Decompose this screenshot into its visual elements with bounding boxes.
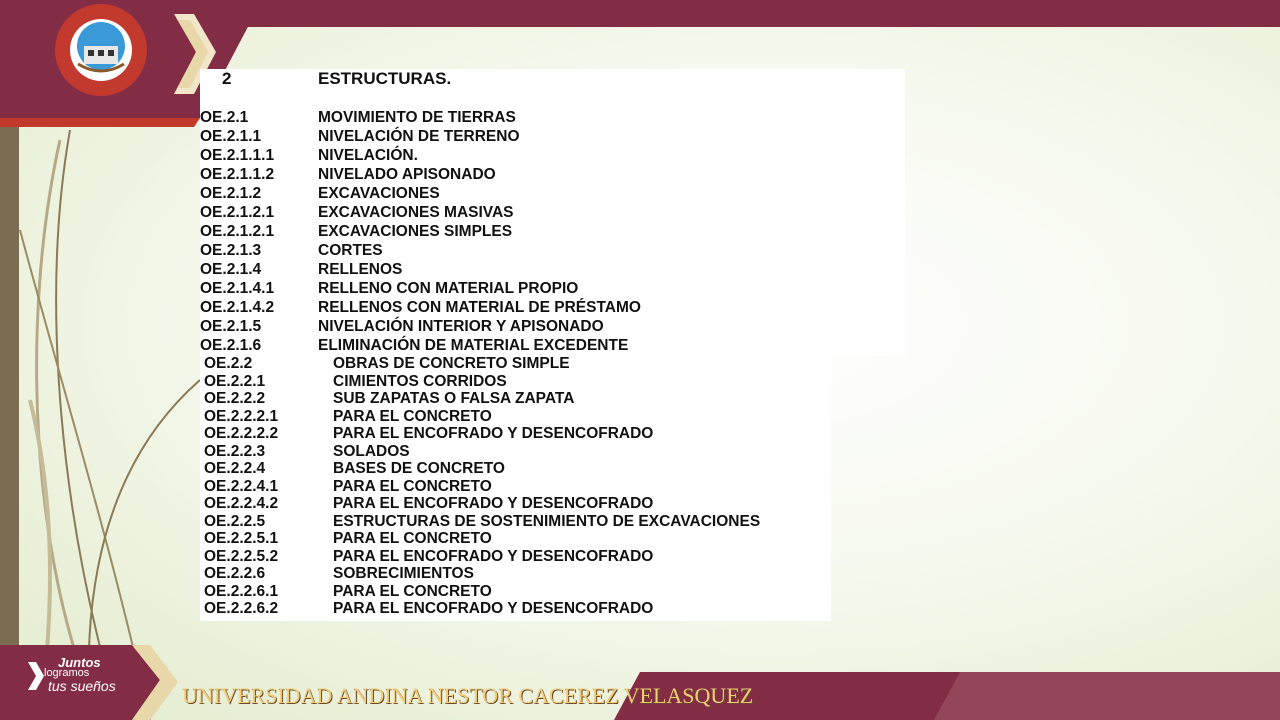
heading-code: 2: [222, 69, 232, 88]
item-code: OE.2.1.1: [200, 128, 262, 145]
item-code: OE.2.1.6: [200, 337, 262, 354]
item-description: BASES DE CONCRETO: [333, 460, 505, 477]
item-code: OE.2.2.6.1: [204, 582, 279, 600]
structures-table-1: [200, 69, 905, 356]
item-description: NIVELACIÓN.: [318, 147, 418, 164]
slogan-line1: Juntos: [58, 655, 101, 670]
item-code: OE.2.1.2.1: [200, 204, 275, 221]
item-description: PARA EL ENCOFRADO Y DESENCOFRADO: [333, 600, 654, 617]
slogan: [0, 645, 170, 713]
item-description: MOVIMIENTO DE TIERRAS: [318, 109, 516, 126]
item-description: OBRAS DE CONCRETO SIMPLE: [333, 355, 570, 372]
item-code: OE.2.2.6.2: [204, 600, 279, 617]
item-code: OE.2.2.6: [204, 565, 266, 582]
item-code: OE.2.2.2: [204, 390, 266, 407]
item-description: PARA EL CONCRETO: [333, 530, 492, 547]
item-description: RELLENOS: [318, 261, 403, 278]
heading-title: ESTRUCTURAS.: [318, 69, 452, 88]
item-description: RELLENO CON MATERIAL PROPIO: [318, 280, 579, 297]
item-code: OE.2.2: [204, 355, 253, 372]
item-description: RELLENOS CON MATERIAL DE PRÉSTAMO: [318, 299, 641, 316]
item-code: OE.2.2.3: [204, 442, 266, 460]
item-description: SOBRECIMIENTOS: [333, 565, 474, 582]
item-code: OE.2.1.2: [200, 185, 262, 202]
item-code: OE.2.2.5.1: [204, 530, 279, 547]
slogan-line3: tus sueños: [48, 678, 116, 694]
item-code: OE.2.1.3: [200, 242, 262, 259]
item-description: NIVELACIÓN INTERIOR Y APISONADO: [318, 318, 604, 335]
item-code: OE.2.2.4.2: [204, 495, 279, 512]
item-description: EXCAVACIONES MASIVAS: [318, 204, 514, 221]
item-code: OE.2.1.5: [200, 318, 262, 335]
item-code: OE.2.1.1.1: [200, 147, 275, 164]
item-code: OE.2.2.2.2: [204, 425, 279, 442]
item-description: ELIMINACIÓN DE MATERIAL EXCEDENTE: [318, 337, 629, 354]
item-description: EXCAVACIONES SIMPLES: [318, 223, 513, 240]
item-code: OE.2.1.2.1: [200, 223, 275, 240]
item-description: PARA EL CONCRETO: [333, 582, 492, 600]
item-code: OE.2.2.2.1: [204, 407, 279, 425]
item-code: OE.2.2.5: [204, 512, 266, 530]
item-code: OE.2.2.4.1: [204, 477, 279, 495]
item-code: OE.2.1: [200, 109, 249, 126]
item-description: CIMIENTOS CORRIDOS: [333, 372, 507, 390]
item-description: PARA EL CONCRETO: [333, 477, 492, 495]
item-description: NIVELACIÓN DE TERRENO: [318, 128, 520, 145]
item-code: OE.2.1.1.2: [200, 166, 275, 183]
item-code: OE.2.2.1: [204, 372, 266, 390]
item-code: OE.2.2.4: [204, 460, 266, 477]
item-description: CORTES: [318, 242, 383, 259]
item-description: PARA EL ENCOFRADO Y DESENCOFRADO: [333, 495, 654, 512]
item-description: PARA EL ENCOFRADO Y DESENCOFRADO: [333, 425, 654, 442]
item-description: ESTRUCTURAS DE SOSTENIMIENTO DE EXCAVACIONES: [333, 512, 761, 530]
item-description: PARA EL CONCRETO: [333, 407, 492, 425]
structures-table-2: [200, 355, 831, 621]
item-description: SOLADOS: [333, 442, 410, 460]
item-code: OE.2.1.4.2: [200, 299, 275, 316]
footer-title: UNIVERSIDAD ANDINA NESTOR CACEREZ VELASQUEZ: [182, 683, 754, 708]
item-code: OE.2.2.5.2: [204, 547, 279, 565]
item-description: EXCAVACIONES: [318, 185, 440, 202]
item-code: OE.2.1.4.1: [200, 280, 275, 297]
slogan-line2: logramos: [44, 667, 90, 679]
item-code: OE.2.1.4: [200, 261, 262, 278]
item-description: SUB ZAPATAS O FALSA ZAPATA: [333, 390, 575, 407]
item-description: PARA EL ENCOFRADO Y DESENCOFRADO: [333, 547, 654, 565]
item-description: NIVELADO APISONADO: [318, 166, 496, 183]
